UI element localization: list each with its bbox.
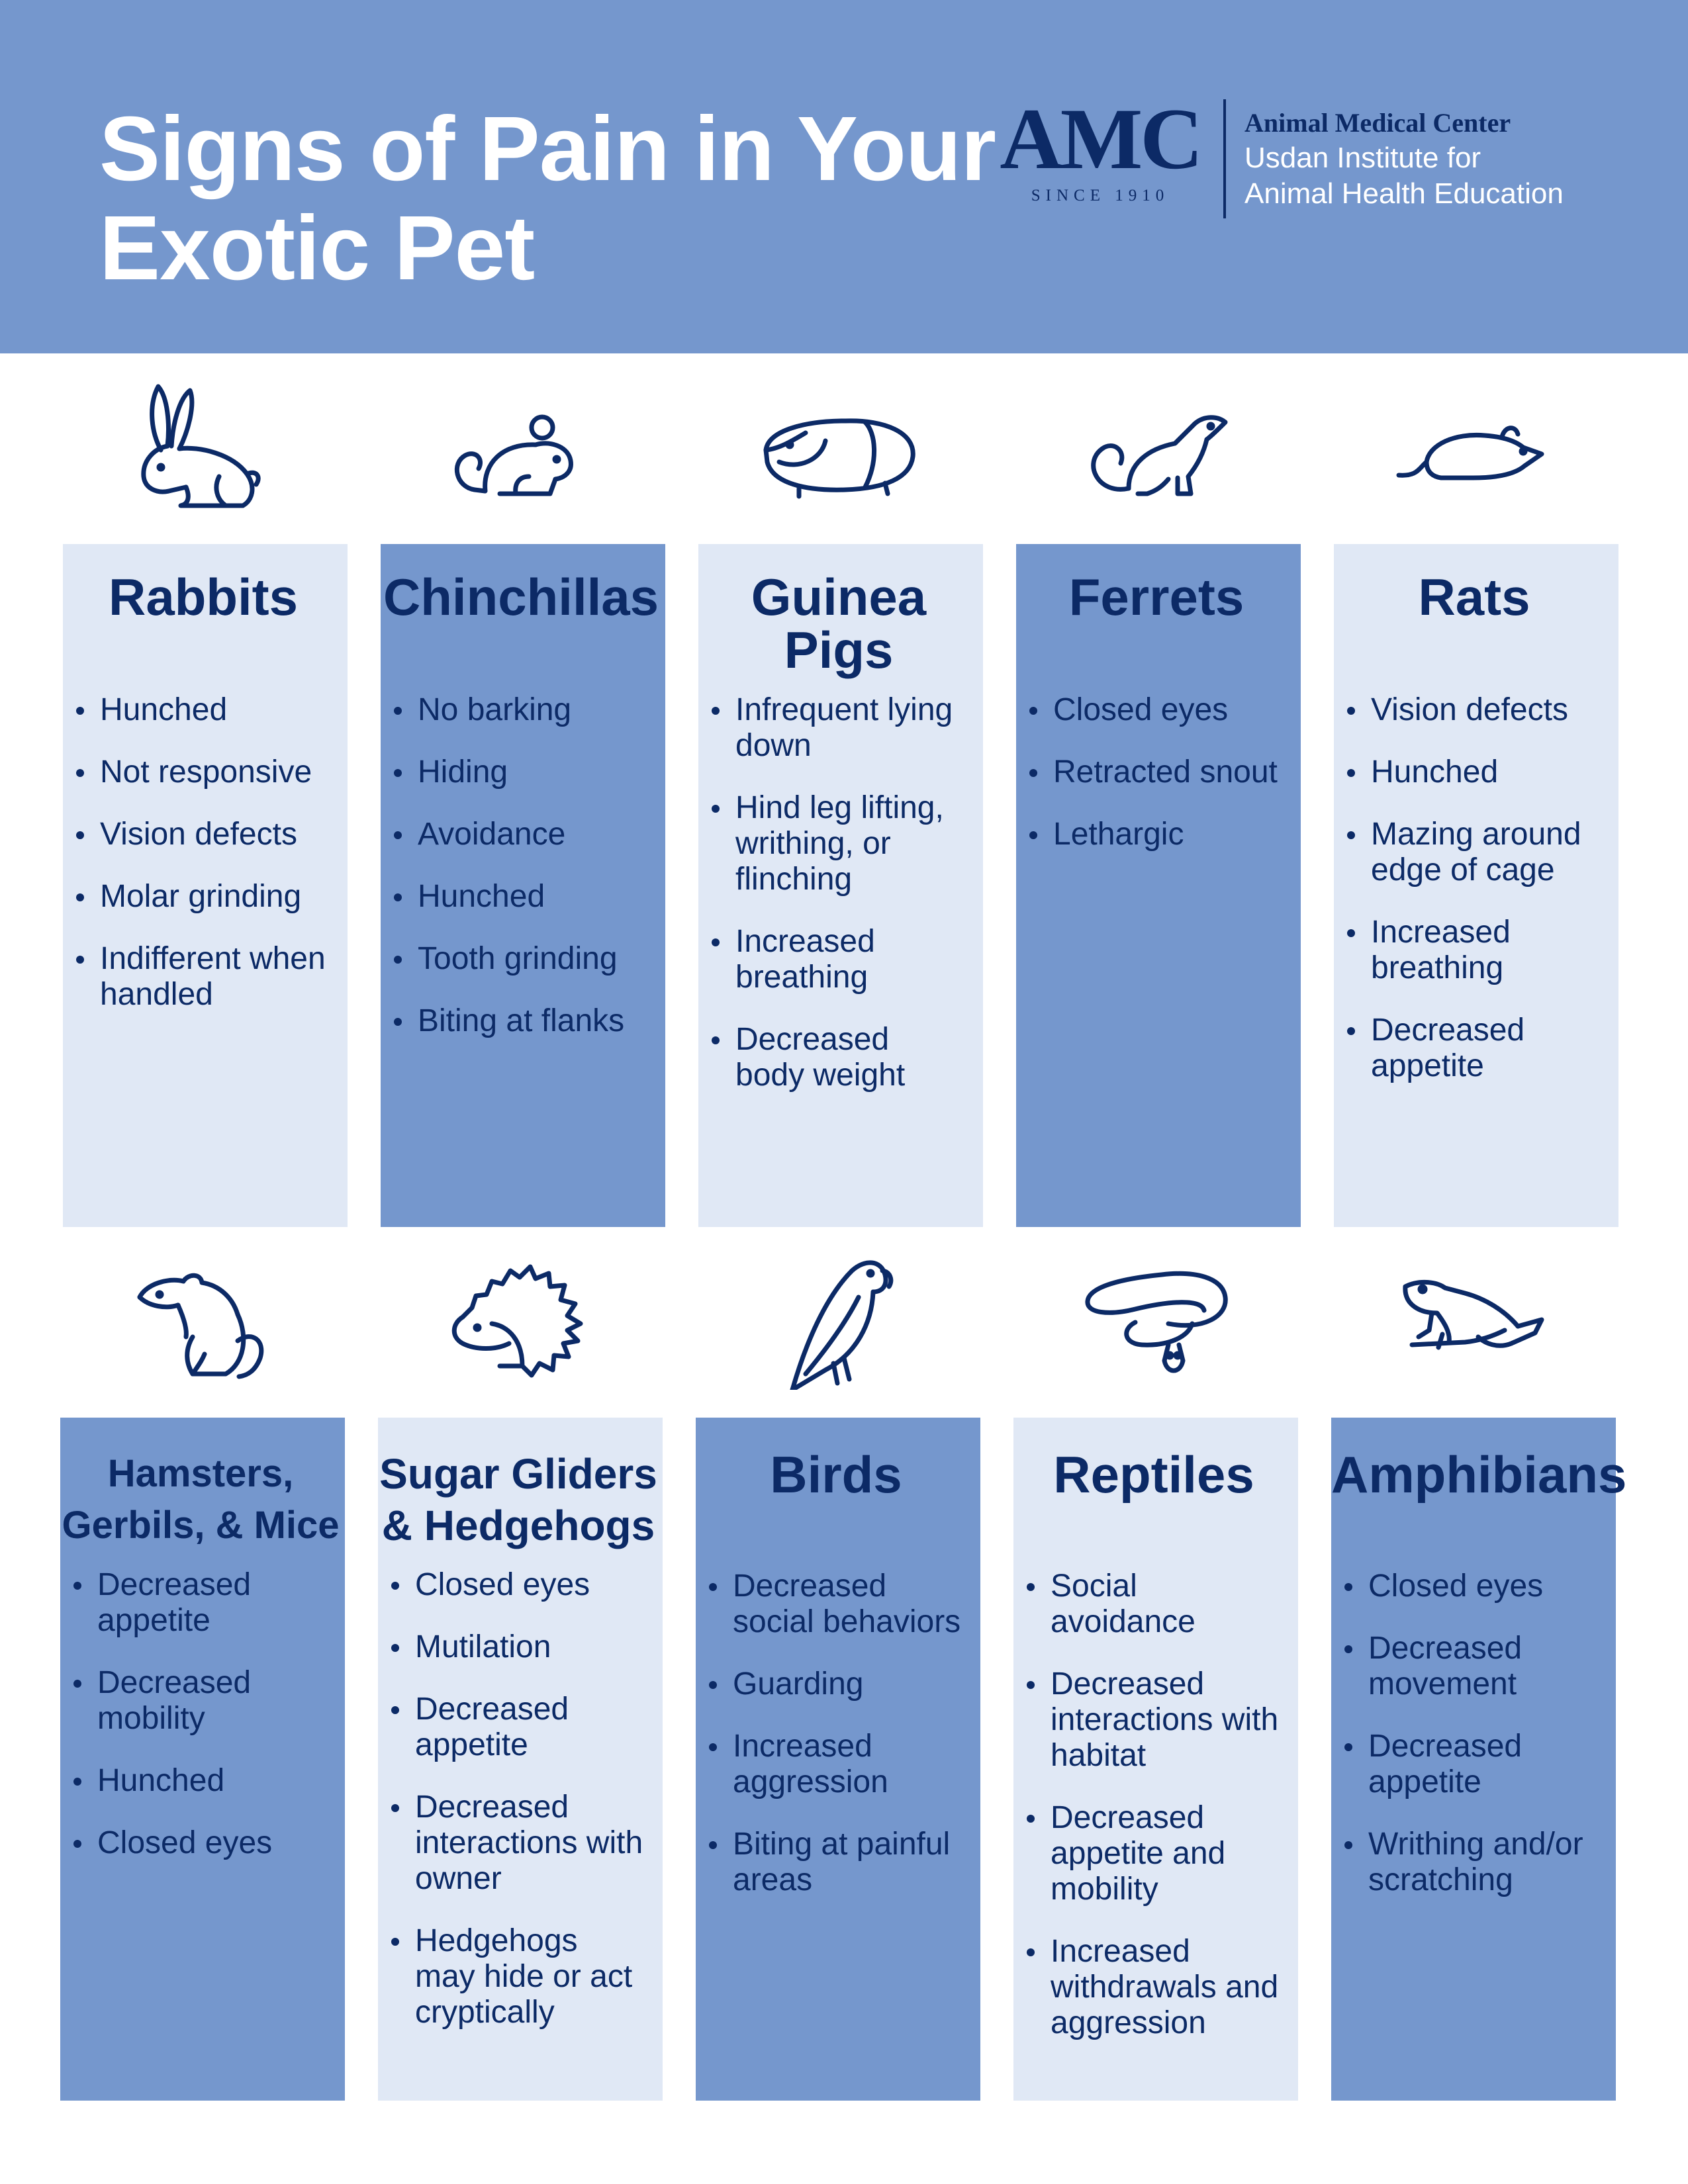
sign-item: Vision defects bbox=[1347, 692, 1601, 728]
card-title-guinea-pigs-line-1: Guinea bbox=[751, 568, 927, 626]
sign-item: No barking bbox=[394, 692, 648, 728]
sign-item: Lethargic bbox=[1029, 817, 1284, 852]
sign-item: Infrequent lying down bbox=[712, 692, 966, 764]
sign-item: Social avoidance bbox=[1027, 1569, 1281, 1640]
sign-item: Increased breathing bbox=[1347, 915, 1601, 986]
guinea-pig-icon bbox=[753, 377, 925, 523]
card-rabbits bbox=[63, 544, 348, 1227]
signs-list-rabbits bbox=[76, 692, 330, 1013]
sign-item: Vision defects bbox=[76, 817, 330, 852]
card-ferrets bbox=[1016, 544, 1301, 1227]
sign-item: Increased aggression bbox=[709, 1729, 963, 1800]
card-title-ferrets: Ferrets bbox=[1068, 568, 1244, 626]
sign-item: Decreased appetite and mobility bbox=[1027, 1800, 1281, 1907]
rat-icon bbox=[1385, 377, 1558, 523]
rabbit-icon bbox=[120, 377, 292, 523]
hedgehog-icon bbox=[436, 1244, 608, 1390]
sign-item: Decreased interactions with owner bbox=[391, 1790, 645, 1897]
sign-item: Decreased mobility bbox=[73, 1665, 328, 1737]
org-name: Animal Medical Center bbox=[1244, 108, 1511, 138]
card-title-amphibians: Amphibians bbox=[1331, 1445, 1627, 1504]
sign-item: Retracted snout bbox=[1029, 754, 1284, 790]
card-title-rats: Rats bbox=[1418, 568, 1530, 626]
frog-icon bbox=[1385, 1244, 1558, 1390]
sign-item: Hunched bbox=[1347, 754, 1601, 790]
logo-text bbox=[1244, 106, 1564, 212]
sign-item: Hunched bbox=[394, 879, 648, 915]
sign-item: Hunched bbox=[73, 1763, 328, 1799]
signs-list-hamsters bbox=[73, 1567, 328, 1861]
sign-item: Decreased appetite bbox=[1347, 1013, 1601, 1084]
amc-logo: AMC bbox=[1000, 90, 1201, 187]
sign-item: Decreased appetite bbox=[73, 1567, 328, 1639]
institute-line-1: Usdan Institute for bbox=[1244, 142, 1481, 174]
logo-since: SINCE 1910 bbox=[1031, 187, 1170, 205]
sign-item: Increased breathing bbox=[712, 924, 966, 995]
card-amphibians bbox=[1331, 1418, 1627, 2101]
sign-item: Closed eyes bbox=[73, 1825, 328, 1861]
card-title-chinchillas: Chinchillas bbox=[383, 568, 659, 626]
header-banner bbox=[0, 0, 1688, 353]
signs-list-reptiles bbox=[1027, 1569, 1281, 2041]
hamster-icon bbox=[120, 1251, 292, 1396]
card-rats bbox=[1334, 544, 1618, 1227]
sign-item: Hiding bbox=[394, 754, 648, 790]
signs-list-birds bbox=[709, 1569, 963, 1898]
signs-list-ferrets bbox=[1029, 692, 1284, 852]
card-title-hamsters-line-1: Hamsters, bbox=[107, 1452, 294, 1495]
sign-item: Decreased movement bbox=[1344, 1631, 1599, 1702]
card-title-hamsters-line-2: Gerbils, & Mice bbox=[62, 1504, 340, 1547]
institute-line-2: Animal Health Education bbox=[1244, 177, 1564, 210]
sign-item: Biting at painful areas bbox=[709, 1827, 963, 1898]
sign-item: Closed eyes bbox=[1029, 692, 1284, 728]
sign-item: Decreased appetite bbox=[391, 1692, 645, 1763]
sign-item: Indifferent when handled bbox=[76, 941, 330, 1013]
ferret-icon bbox=[1069, 377, 1241, 523]
page-title bbox=[99, 99, 996, 298]
sign-item: Decreased interactions with habitat bbox=[1027, 1666, 1281, 1774]
card-reptiles bbox=[1013, 1418, 1298, 2101]
snake-icon bbox=[1069, 1244, 1241, 1390]
sign-item: Decreased social behaviors bbox=[709, 1569, 963, 1640]
signs-list-rats bbox=[1347, 692, 1601, 1084]
sign-item: Mutilation bbox=[391, 1629, 645, 1665]
sign-item: Hedgehogs may hide or act cryptically bbox=[391, 1923, 645, 2030]
logo-divider bbox=[1223, 99, 1226, 218]
sign-item: Closed eyes bbox=[1344, 1569, 1599, 1604]
card-guinea-pigs bbox=[698, 544, 983, 1227]
card-hamsters-gerbils-mice bbox=[60, 1418, 345, 2101]
sign-item: Guarding bbox=[709, 1666, 963, 1702]
sign-item: Hind leg lifting, writhing, or flinching bbox=[712, 790, 966, 897]
card-title-guinea-pigs-line-2: Pigs bbox=[784, 621, 894, 679]
card-title-sugar-gliders-line-1: Sugar Gliders bbox=[379, 1450, 657, 1498]
signs-list-guinea-pigs bbox=[712, 692, 966, 1093]
sign-item: Not responsive bbox=[76, 754, 330, 790]
sign-item: Closed eyes bbox=[391, 1567, 645, 1603]
signs-list-amphibians bbox=[1344, 1569, 1599, 1898]
page-title-line-1: Signs of Pain in Your bbox=[99, 98, 996, 200]
sign-item: Avoidance bbox=[394, 817, 648, 852]
sign-item: Decreased body weight bbox=[712, 1022, 966, 1093]
chinchilla-icon bbox=[436, 377, 608, 523]
sign-item: Increased withdrawals and aggression bbox=[1027, 1934, 1281, 2041]
sign-item: Tooth grinding bbox=[394, 941, 648, 977]
sign-item: Hunched bbox=[76, 692, 330, 728]
card-sugar-gliders-hedgehogs bbox=[378, 1418, 663, 2101]
sign-item: Molar grinding bbox=[76, 879, 330, 915]
signs-list-chinchillas bbox=[394, 692, 648, 1039]
sign-item: Mazing around edge of cage bbox=[1347, 817, 1601, 888]
card-title-rabbits: Rabbits bbox=[108, 568, 299, 626]
page-title-line-2: Exotic Pet bbox=[99, 197, 535, 299]
card-title-reptiles: Reptiles bbox=[1053, 1445, 1254, 1504]
signs-list-sugar-gliders bbox=[391, 1567, 645, 2030]
sign-item: Writhing and/or scratching bbox=[1344, 1827, 1599, 1898]
parrot-icon bbox=[753, 1244, 925, 1390]
sign-item: Biting at flanks bbox=[394, 1003, 648, 1039]
card-title-birds: Birds bbox=[770, 1445, 902, 1504]
sign-item: Decreased appetite bbox=[1344, 1729, 1599, 1800]
card-chinchillas bbox=[381, 544, 665, 1227]
card-title-sugar-gliders-line-2: & Hedgehogs bbox=[381, 1502, 655, 1549]
card-birds bbox=[696, 1418, 980, 2101]
